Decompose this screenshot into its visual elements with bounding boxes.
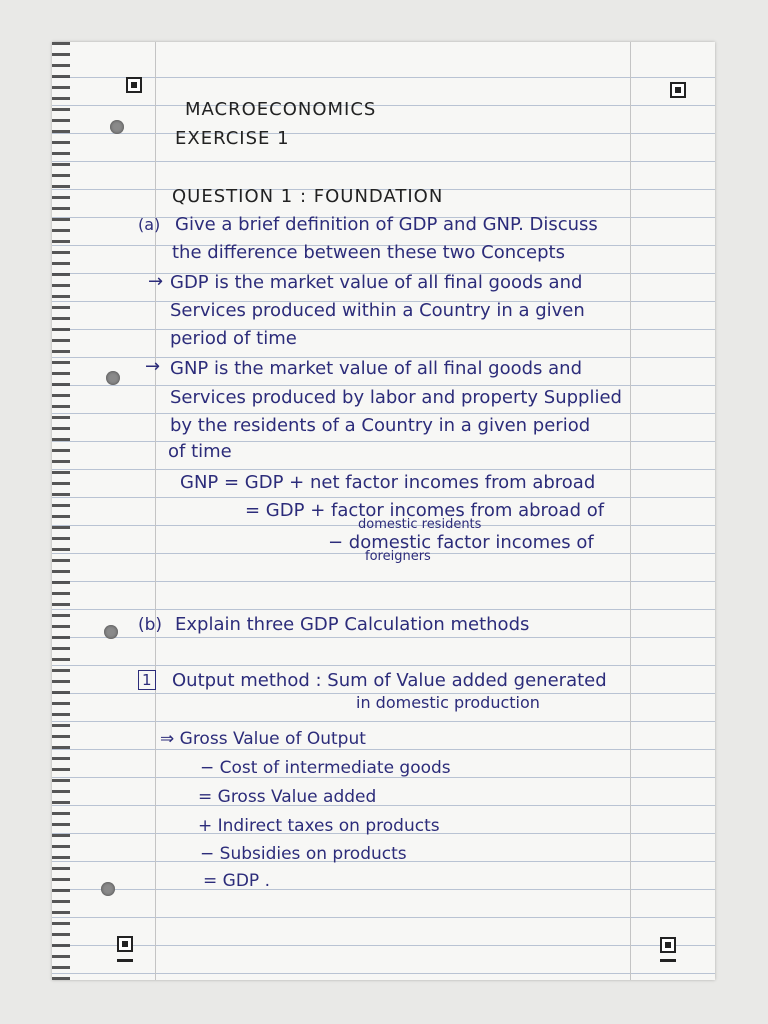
part-b-marker: (b) [138, 615, 163, 635]
question-heading: QUESTION 1 : FOUNDATION [172, 186, 444, 207]
method-title: Output method : Sum of Value added generated [172, 670, 607, 691]
gnp-formula-note: domestic residents [358, 517, 482, 532]
gnp-arrow-icon: → [145, 356, 161, 377]
method-title-line2: in domestic production [356, 693, 540, 712]
corner-marker-icon [660, 937, 676, 953]
punch-hole [101, 882, 115, 896]
calculation-step: = GDP . [203, 871, 270, 891]
method-number-box: 1 [138, 670, 156, 690]
part-b-question: Explain three GDP Calculation methods [175, 614, 530, 635]
gnp-definition-line: Services produced by labor and property Supplied [170, 387, 622, 408]
margin-line-left [155, 42, 156, 980]
gnp-formula-line2: = GDP + factor incomes from abroad of [245, 500, 605, 521]
gdp-definition-line: Services produced within a Country in a given [170, 300, 585, 321]
exercise-label: EXERCISE 1 [175, 128, 290, 149]
gnp-formula-note: foreigners [365, 549, 431, 564]
corner-marker-icon [126, 77, 142, 93]
gnp-formula: GNP = GDP + net factor incomes from abroad [180, 472, 596, 493]
gnp-definition-line: of time [168, 441, 232, 462]
calculation-step: − Cost of intermediate goods [200, 758, 451, 778]
gdp-definition-line: GDP is the market value of all final goods and [170, 272, 583, 293]
calculation-step: ⇒ Gross Value of Output [160, 729, 366, 749]
gdp-definition-line: period of time [170, 328, 297, 349]
punch-hole [106, 371, 120, 385]
punch-hole [110, 120, 124, 134]
gnp-definition-line: GNP is the market value of all final goods and [170, 358, 583, 379]
corner-marker-bar [660, 959, 676, 962]
calculation-step: − Subsidies on products [200, 844, 407, 864]
punch-hole [104, 625, 118, 639]
corner-marker-icon [117, 936, 133, 952]
corner-marker-icon [670, 82, 686, 98]
gnp-formula-line3: − domestic factor incomes of [328, 532, 594, 553]
calculation-step: = Gross Value added [198, 787, 377, 807]
part-a-marker: (a) [138, 215, 161, 234]
gdp-arrow-icon: → [148, 271, 164, 292]
margin-line-right [630, 42, 631, 980]
calculation-step: + Indirect taxes on products [198, 816, 440, 836]
corner-marker-bar [117, 959, 133, 962]
page-title: MACROECONOMICS [185, 99, 377, 120]
part-a-question-line: the difference between these two Concepts [172, 242, 565, 263]
spiral-binding [52, 42, 70, 980]
part-a-question-line: Give a brief definition of GDP and GNP. Discuss [175, 214, 598, 235]
gnp-definition-line: by the residents of a Country in a given period [170, 415, 591, 436]
